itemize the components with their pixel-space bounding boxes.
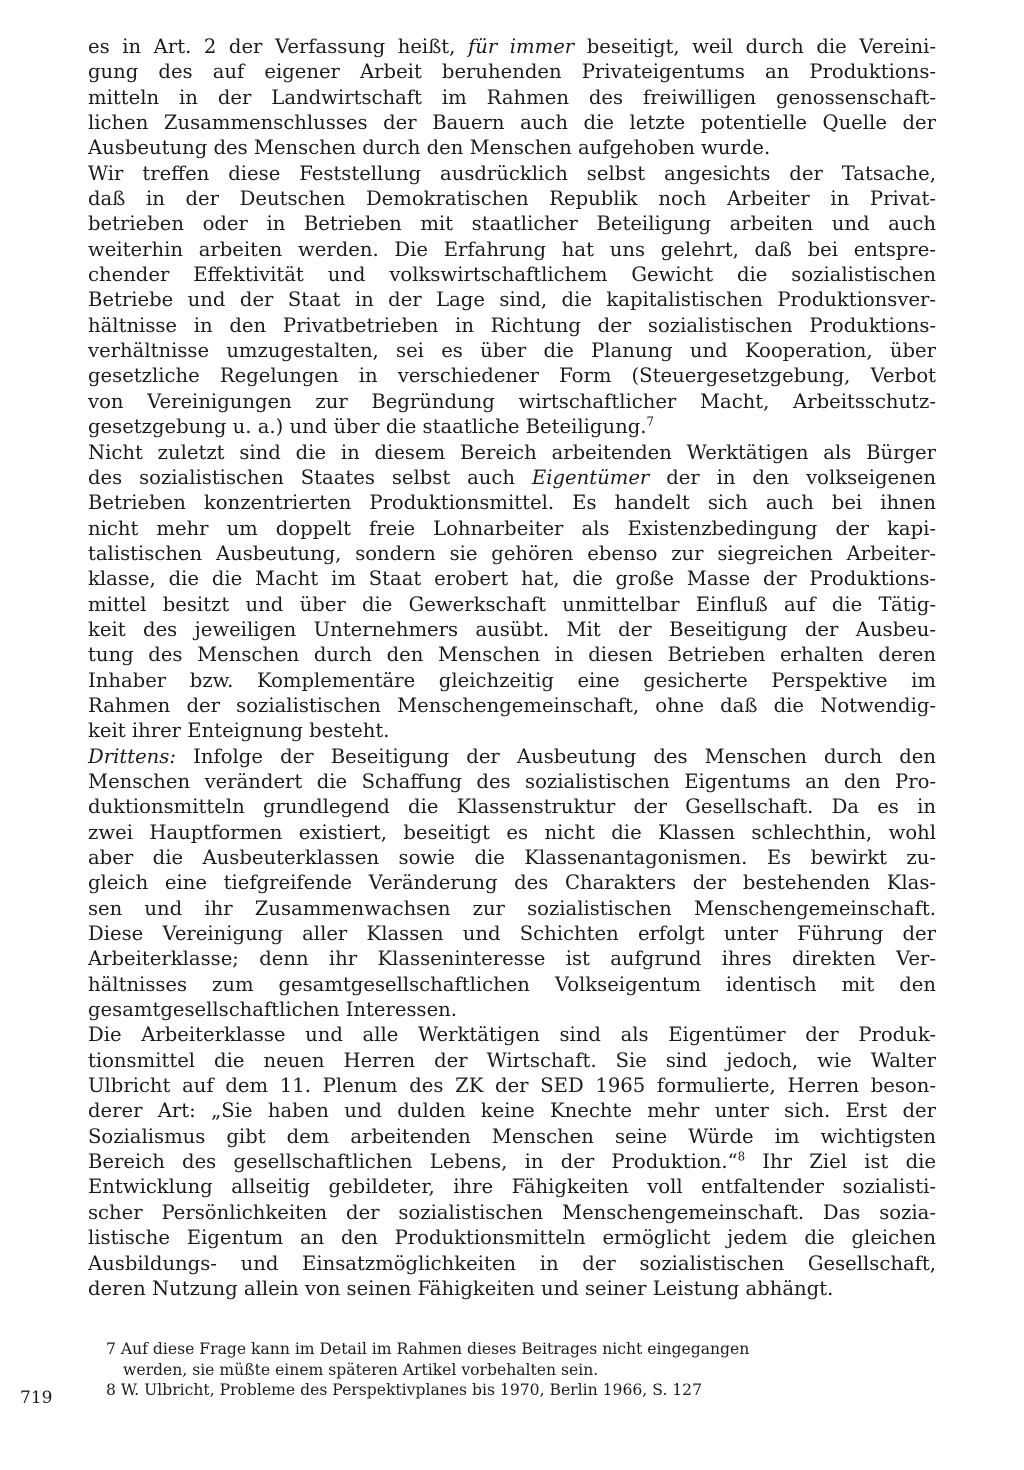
text-run: keit des jeweiligen Unternehmers ausübt. Mit der Beseitigung der Ausbeu- [88,617,936,641]
text-line [88,186,936,211]
text-run: Sozialismus gibt dem arbeitenden Menschen seine Würde im wichtigsten [88,1124,936,1148]
text-run: Bereich des gesellschaftlichen Lebens, in der Produktion.“ [88,1150,738,1174]
text-line [88,440,936,465]
text-line [88,237,936,262]
text-line [88,820,936,845]
text-line [88,693,936,718]
text-line [88,921,936,946]
text-run: tionsmittel die neuen Herren der Wirtschaft. Sie sind jedoch, wie Walter [88,1048,936,1072]
text-run: Ausbildungs- und Einsatzmöglichkeiten in der sozialistischen Gesellschaft, [88,1251,936,1275]
paragraph [88,34,936,161]
text-run: Infolge der Beseitigung der Ausbeutung des Menschen durch den [175,744,936,768]
text-run: gesetzgebung u. a.) und über die staatliche Beteiligung. [88,415,647,439]
text-run: chender Effektivität und volkswirtschaftlichem Gewicht die sozialistischen [88,263,936,287]
text-line [88,541,936,566]
text-line [88,794,936,819]
text-line [88,135,936,160]
text-line [88,972,936,997]
text-line [88,744,936,769]
footnote-ref: 8 [737,1149,746,1164]
footnote [106,1380,938,1401]
paragraph [88,161,936,440]
text-line [88,1124,936,1149]
text-line [88,490,936,515]
text-line [88,516,936,541]
text-run: keit ihrer Enteignung besteht. [88,719,390,743]
text-line [88,566,936,591]
text-run: Betrieben konzentrierten Produktionsmittel. Es handelt sich auch bei ihnen [88,491,936,515]
text-run: mitteln in der Landwirtschaft im Rahmen des freiwilligen genossenschaft- [88,85,936,109]
text-run: Diese Vereinigung aller Klassen und Schichten erfolgt unter Führung der [88,922,936,946]
text-run: Ulbricht auf dem 11. Plenum des ZK der SED 1965 formulierte, Herren beson- [88,1074,936,1098]
text-line [88,997,936,1022]
text-line [88,262,936,287]
text-line [88,363,936,388]
text-run: beseitigt, weil durch die Vereini- [574,35,936,58]
text-run: weiterhin arbeiten werden. Die Erfahrung hat uns gelehrt, daß bei entspre- [88,237,936,261]
text-run: gung des auf eigener Arbeit beruhenden Privateigentums an Produktions- [88,60,936,84]
text-line [88,769,936,794]
text-run: scher Persönlichkeiten der sozialistischen Menschengemeinschaft. Das sozia- [88,1200,936,1224]
footnotes [106,1339,938,1401]
footnote-line: 7 Auf diese Frage kann im Detail im Rahmen dieses Beitrages nicht eingegangen [106,1340,750,1358]
paragraph [88,744,936,1023]
emphasis-run: Drittens: [88,744,176,768]
text-run: tung des Menschen durch den Menschen in diesen Betrieben erhalten deren [88,643,936,667]
body-text [88,34,936,1301]
paragraph [88,440,936,744]
text-run: Inhaber bzw. Komplementäre gleichzeitig eine gesicherte Perspektive im [88,668,936,692]
text-run: Arbeiterklasse; denn ihr Klasseninteresse ist aufgrund ihres direkten Ver- [88,947,936,971]
text-run: Menschen verändert die Schaffung des sozialistischen Eigentums an den Pro- [88,769,936,793]
paragraph [88,1022,936,1301]
text-run: verhältnisse umzugestalten, sei es über die Planung und Kooperation, über [88,339,936,363]
text-run: sen und ihr Zusammenwachsen zur sozialistischen Menschengemeinschaft. [88,896,936,920]
page-number: 719 [20,1388,53,1408]
text-run: zwei Hauptformen existiert, beseitigt es nicht die Klassen schlechthin, wohl [88,820,936,844]
text-run: der in den volkseigenen [649,465,936,489]
text-line [88,414,936,439]
text-run: deren Nutzung allein von seinen Fähigkeiten und seiner Leistung abhängt. [88,1276,834,1300]
footnote-line: 8 W. Ulbricht, Probleme des Perspektivplanes bis 1970, Berlin 1966, S. 127 [106,1381,703,1399]
text-line [88,946,936,971]
text-run: talistischen Ausbeutung, sondern sie gehören ebenso zur siegreichen Arbeiter- [88,541,936,565]
text-line [88,1048,936,1073]
text-line [88,110,936,135]
text-line [88,668,936,693]
text-line [88,1251,936,1276]
text-line [88,718,936,743]
text-line [88,896,936,921]
text-line [88,617,936,642]
text-line [88,1022,936,1047]
text-run: duktionsmitteln grundlegend die Klassenstruktur der Gesellschaft. Da es in [88,795,936,819]
text-line [88,313,936,338]
text-run: listische Eigentum an den Produktionsmitteln ermöglicht jedem die gleichen [88,1226,936,1250]
text-line [88,1174,936,1199]
text-line [88,1073,936,1098]
text-line [88,1276,936,1301]
text-run: Die Arbeiterklasse und alle Werktätigen sind als Eigentümer der Produk- [88,1023,936,1047]
text-run: Ihr Ziel ist die [745,1150,937,1174]
text-run: aber die Ausbeuterklassen sowie die Klassenantagonismen. Es bewirkt zu- [88,846,936,869]
text-run: von Vereinigungen zur Begründung wirtschaftlicher Macht, Arbeitsschutz- [88,389,936,413]
text-line [88,845,936,870]
text-run: gleich eine tiefgreifende Veränderung des Charakters der bestehenden Klas- [88,871,936,895]
text-line [88,1149,936,1174]
text-run: Ausbeutung des Menschen durch den Menschen aufgehoben wurde. [88,136,771,160]
text-line [88,59,936,84]
text-run: mittel besitzt und über die Gewerkschaft unmittelbar Einfluß auf die Tätig- [88,592,936,616]
text-run: daß in der Deutschen Demokratischen Republik noch Arbeiter in Privat- [88,187,936,211]
text-run: es in Art. 2 der Verfassung heißt, [88,35,468,58]
text-run: Nicht zuletzt sind die in diesem Bereich arbeitenden Werktätigen als Bürger [88,440,936,464]
text-line [88,1200,936,1225]
text-run: Betriebe und der Staat in der Lage sind, die kapitalistischen Produktionsver- [88,288,936,312]
emphasis-run: für immer [467,35,575,58]
text-run: Rahmen der sozialistischen Menschengemeinschaft, ohne daß die Notwendig- [88,693,936,717]
text-run: gesetzliche Regelungen in verschiedener Form (Steuergesetzgebung, Verbot [88,364,936,388]
text-line [88,465,936,490]
text-run: gesamtgesellschaftlichen Interessen. [88,998,458,1022]
text-line [88,85,936,110]
text-line [88,1098,936,1123]
text-line [88,642,936,667]
text-line [88,592,936,617]
text-run: lichen Zusammenschlusses der Bauern auch die letzte potentielle Quelle der [88,111,936,135]
text-run: betrieben oder in Betrieben mit staatlicher Beteiligung arbeiten und auch [88,212,936,236]
text-run: hältnisses zum gesamtgesellschaftlichen Volkseigentum identisch mit den [88,972,936,996]
footnote [106,1339,938,1380]
text-line [88,1225,936,1250]
text-run: Wir treffen diese Feststellung ausdrücklich selbst angesichts der Tatsache, [88,161,936,185]
text-line [88,34,936,59]
text-run: hältnisse in den Privatbetrieben in Richtung der sozialistischen Produktions- [88,313,936,337]
text-line [88,338,936,363]
emphasis-run: Eigentümer [531,465,650,489]
text-line [88,870,936,895]
text-line [88,389,936,414]
text-line [88,211,936,236]
footnote-line: werden, sie müßte einem späteren Artikel vorbehalten sein. [123,1360,599,1379]
text-run: derer Art: „Sie haben und dulden keine Knechte mehr unter sich. Erst der [88,1099,936,1123]
text-line [88,161,936,186]
text-run: des sozialistischen Staates selbst auch [88,465,532,489]
text-line [88,287,936,312]
text-run: Entwicklung allseitig gebildeter, ihre Fähigkeiten voll entfaltender sozialisti- [88,1175,936,1199]
text-run: klasse, die die Macht im Staat erobert hat, die große Masse der Produktions- [88,567,936,591]
footnote-ref: 7 [646,414,654,429]
text-run: nicht mehr um doppelt freie Lohnarbeiter als Existenzbedingung der kapi- [88,516,936,540]
